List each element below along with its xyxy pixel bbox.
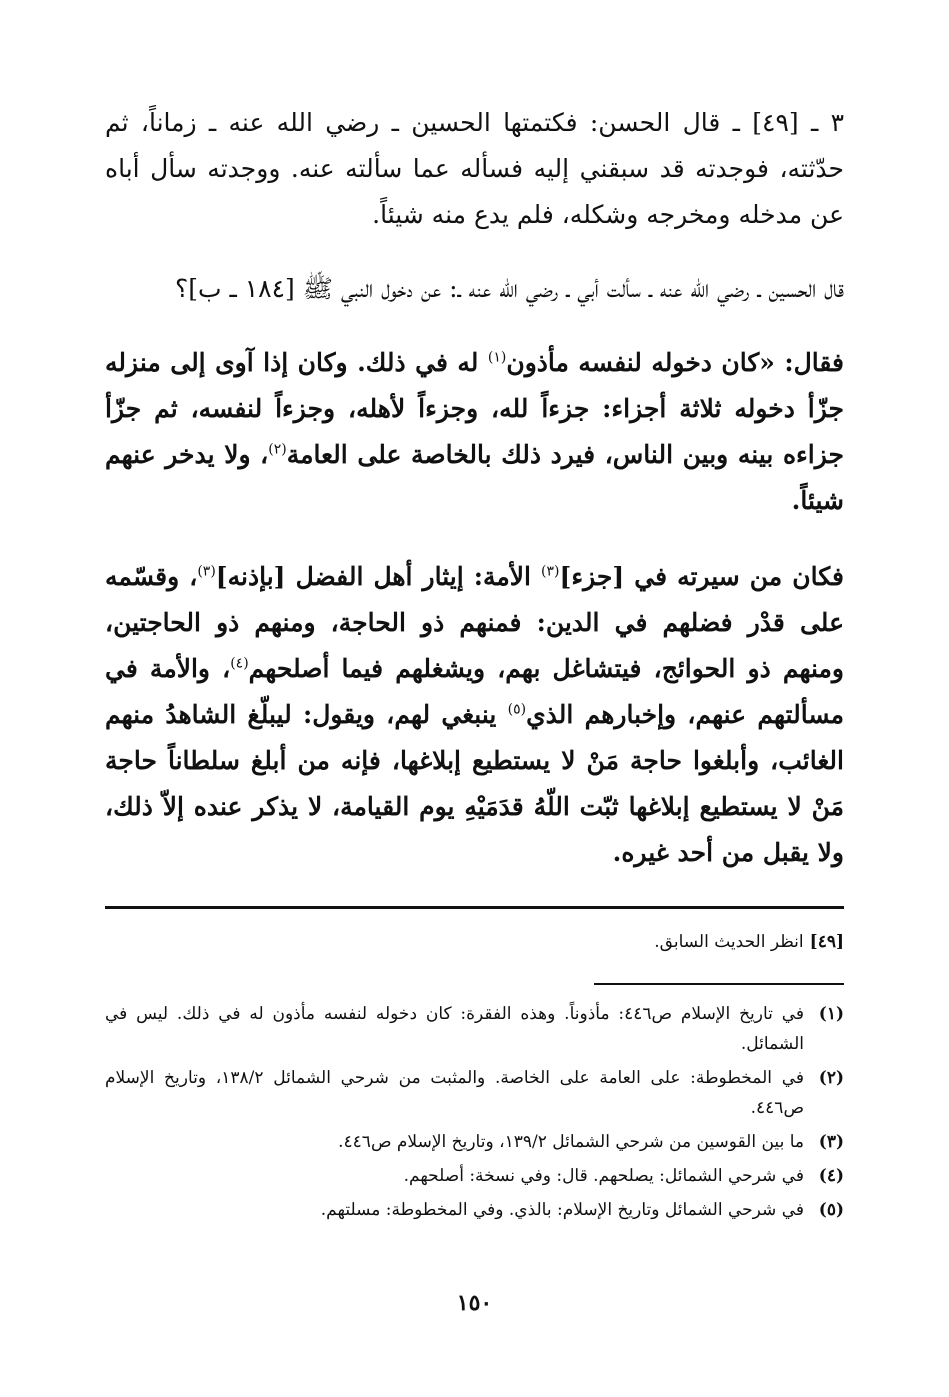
footnotes-short-divider [594, 983, 844, 985]
footnotes-list [105, 999, 844, 1225]
paragraph-text: ، والأمة في مسألتهم عنهم، وإخبارهم الذي [105, 654, 845, 729]
paragraph-text: فقال: «كان دخوله لنفسه مأذون [506, 348, 844, 377]
paragraph-text: ينبغي لهم، ويقول: ليبلّغ الشاهدُ منهم الغائب، وأبلغوا حاجة مَنْ لا يستطيع إبلاغها، فإنه من أبلغ سلطاناً حاجة مَنْ لا يستطيع إبلاغها ثبّت اللّهُ قدَمَيْهِ يوم القيامة، لا يذكر عنده إلاّ ذلك، ولا يقبل من أحد غيره. [105, 700, 844, 867]
footnote-item [105, 1063, 844, 1123]
book-page [105, 100, 844, 1337]
paragraph-text: فكان من سيرته في [جزء] [559, 562, 844, 591]
page-number: ١٥٠ [456, 1290, 493, 1316]
footnote-item [105, 999, 844, 1059]
footnote-number: (١) [818, 1004, 844, 1024]
footnote-text: في شرحي الشمائل وتاريخ الإسلام: بالذي. وفي المخطوطة: مسلتهم. [320, 1200, 804, 1220]
paragraph-conduct [105, 554, 844, 876]
footnote-number: (٢) [818, 1068, 844, 1088]
footnote-item [105, 1127, 844, 1157]
paragraph-text: ، وقسّمه على قدْر فضلهم في الدين: فمنهم ذو الحاجة، ومنهم ذو الحاجتين، ومنهم ذو الحوائج، فيتشاغل بهم، ويشغلهم فيما أصلحهم [105, 562, 844, 683]
footnote-item [105, 1161, 844, 1191]
footnote-text: في شرحي الشمائل: يصلحهم. قال: وفي نسخة: أصلحهم. [403, 1166, 804, 1186]
paragraph-text: ٣ ـ [٤٩] ـ قال الحسن: فكتمتها الحسين ـ رضي الله عنه ـ زماناً، ثم حدّثته، فوجدته قد سبقني إليه فسأله عما سألته عنه. ووجدته سأل أباه عن مدخله ومخرجه وشكله، فلم يدع منه شيئاً. [105, 108, 844, 229]
footnote-text: في تاريخ الإسلام ص٤٤٦: مأذوناً. وهذه الفقرة: كان دخوله لنفسه مأذون له في ذلك. ليس في الشمائل. [105, 1004, 805, 1054]
reference-note [105, 927, 844, 957]
reference-text: انظر الحديث السابق. [654, 932, 804, 952]
footnote-marker-5[interactable]: (٥) [507, 701, 527, 718]
paragraph-text: قال الحسين ـ رضي الله عنه ـ سألت أبي ـ رضي الله عنه ـ: عن دخول النبي ﷺ [١٨٤ ـ ب]؟ [174, 274, 844, 303]
footnote-marker-2[interactable]: (٢) [268, 441, 287, 458]
paragraph-text: ، ولا يدخر عنهم شيئاً. [105, 440, 844, 515]
paragraph-answer [105, 340, 844, 524]
footnote-number: (٣) [818, 1132, 844, 1152]
paragraph-question [105, 266, 844, 312]
footnote-marker-3[interactable]: (٣) [541, 563, 560, 580]
footnote-text: ما بين القوسين من شرحي الشمائل ١٣٩/٢، وتاريخ الإسلام ص٤٤٦. [338, 1132, 804, 1152]
footnote-item [105, 1195, 844, 1225]
paragraph-text: له في ذلك. وكان إذا آوى إلى منزله جزّأ دخوله ثلاثة أجزاء: جزءاً لله، وجزءاً لأهله، وجزءاً لنفسه، ثم جزّأ جزاءه بينه وبين الناس، فيرد ذلك بالخاصة على العامة [105, 348, 844, 469]
footnote-divider [105, 906, 844, 909]
footnote-marker-3[interactable]: (٣) [197, 563, 216, 580]
footnote-number: (٥) [818, 1200, 844, 1220]
footnote-text: في المخطوطة: على العامة على الخاصة. والمثبت من شرحي الشمائل ١٣٨/٢، وتاريخ الإسلام ص٤٤٦. [105, 1068, 804, 1118]
footnote-marker-1[interactable]: (١) [487, 349, 507, 366]
reference-number: [٤٩] [809, 932, 844, 952]
paragraph-hadith-narration [105, 100, 844, 238]
paragraph-text: الأمة: إيثار أهل الفضل [بإذنه] [215, 562, 542, 591]
footnote-number: (٤) [818, 1166, 844, 1186]
footnote-marker-4[interactable]: (٤) [230, 655, 249, 672]
